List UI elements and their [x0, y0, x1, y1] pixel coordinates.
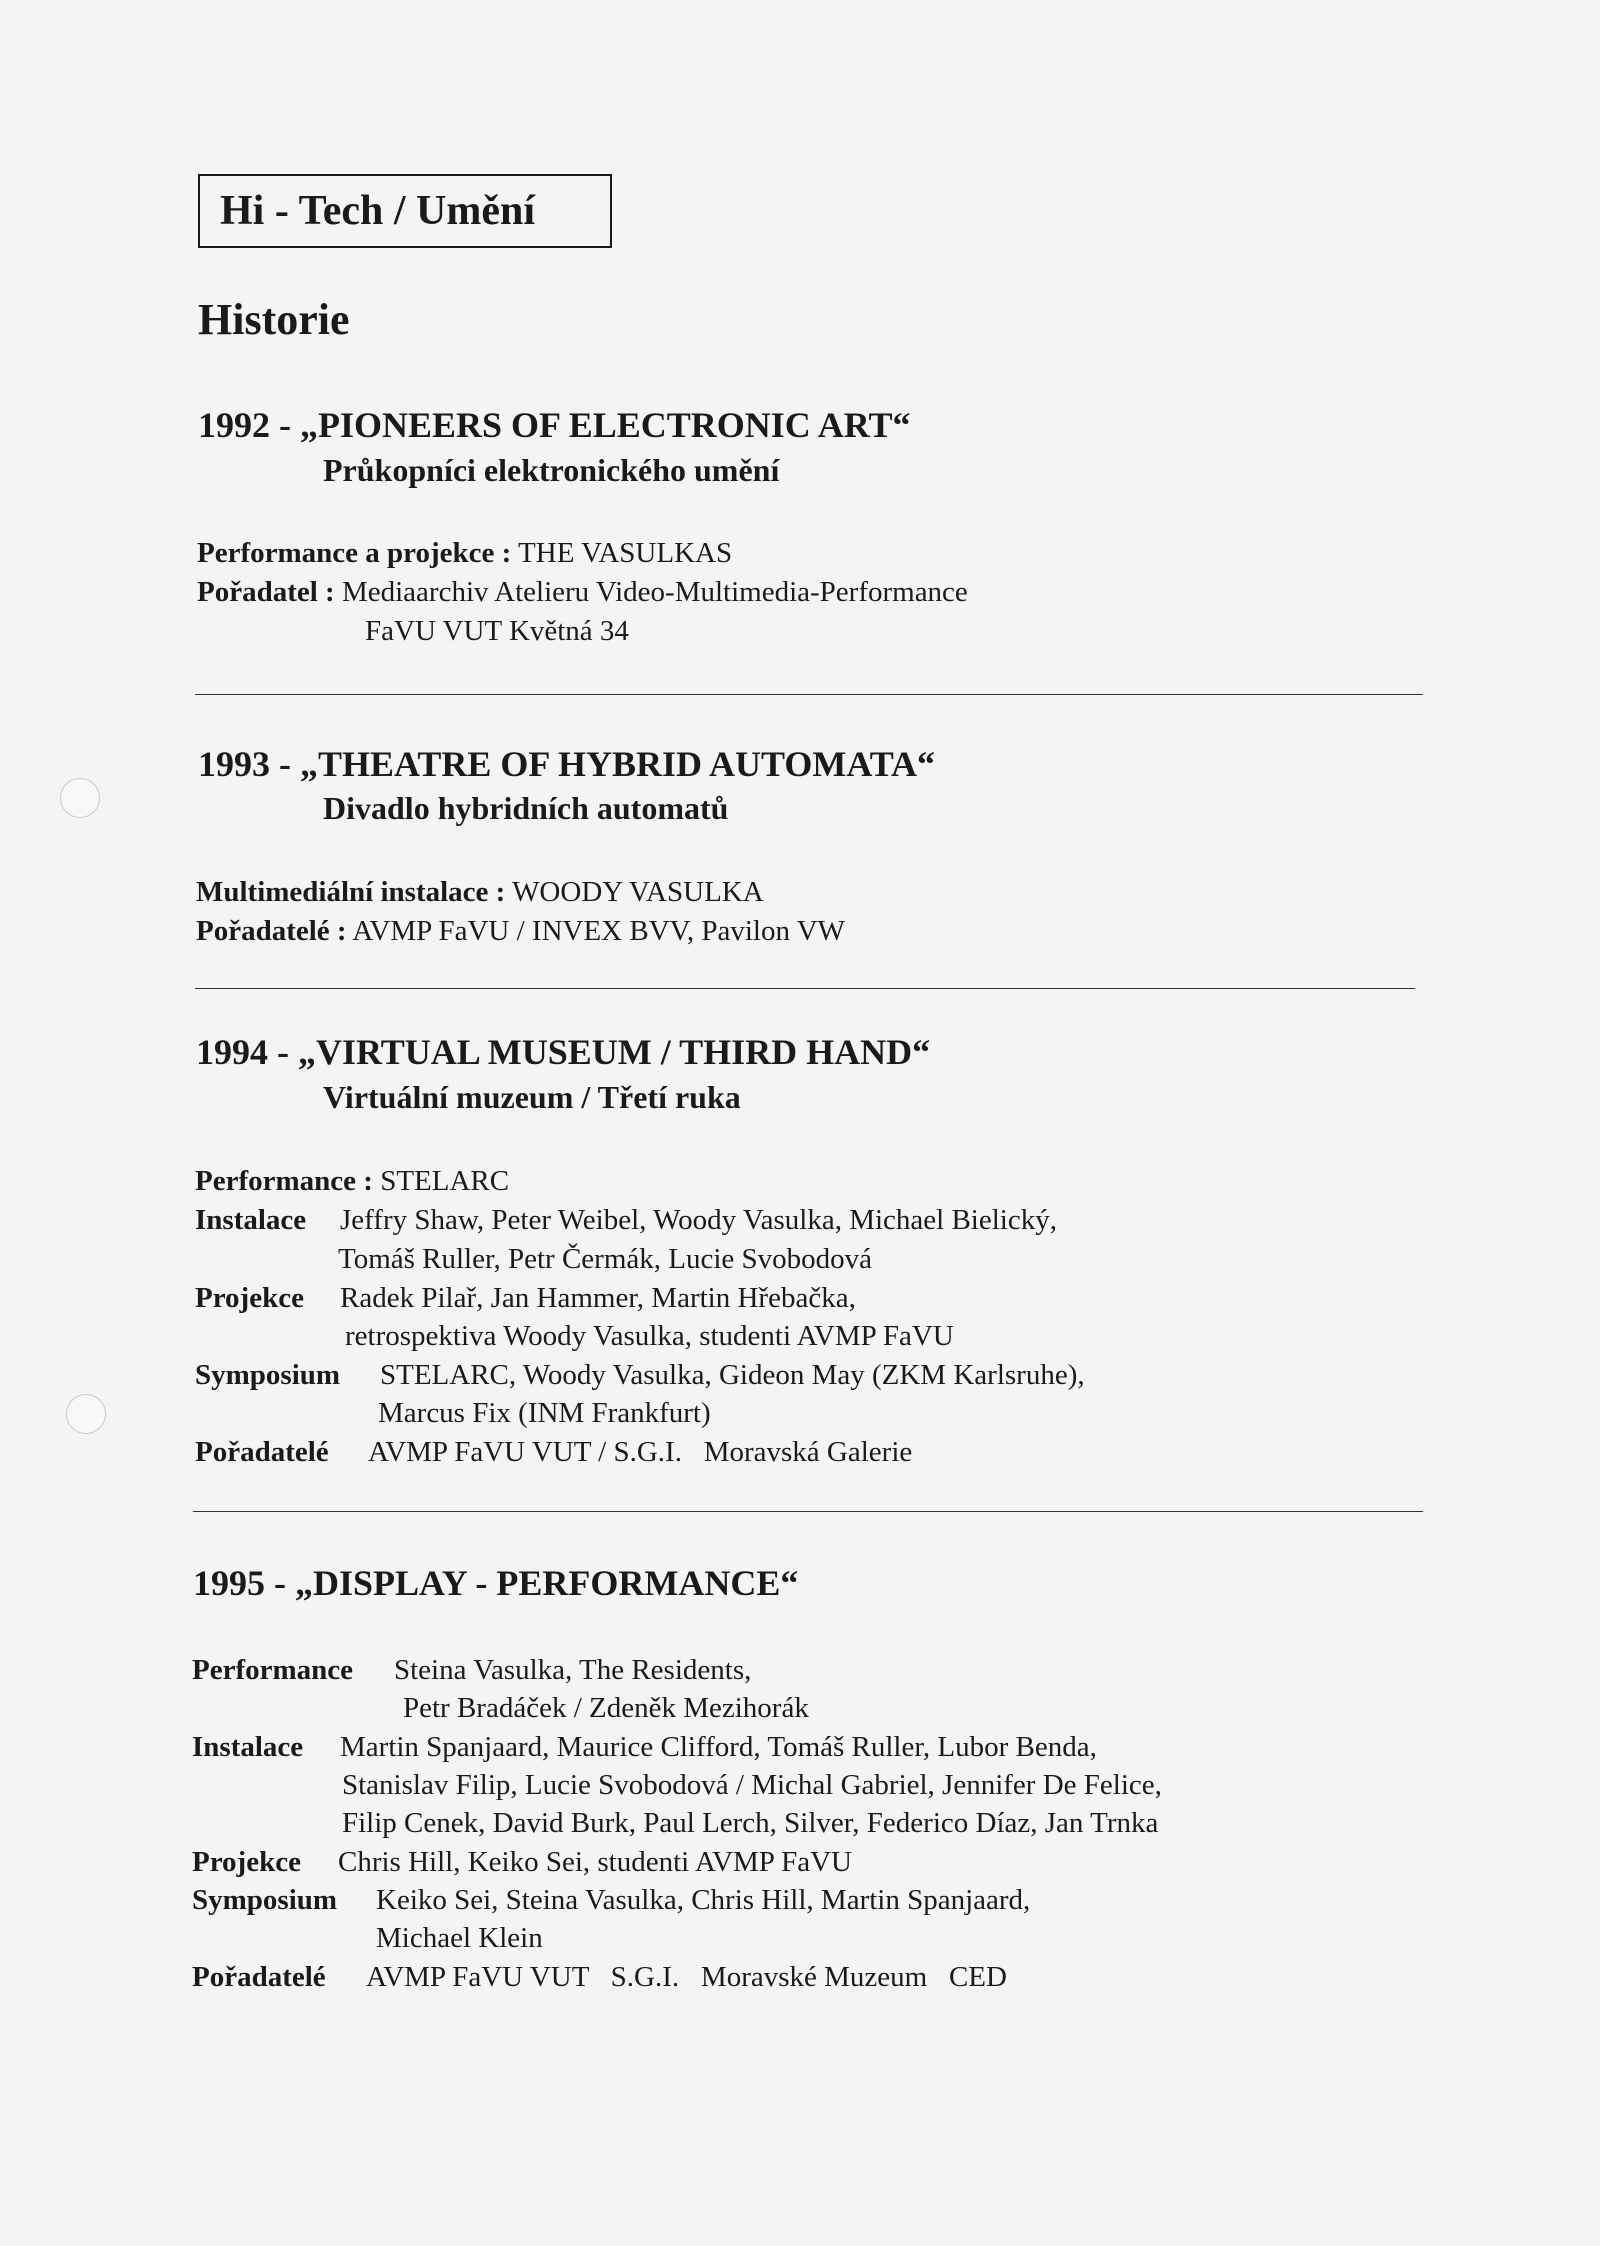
event-1994-line: retrospektiva Woody Vasulka, studenti AVMP FaVU: [345, 1320, 954, 1352]
event-1994-line: Performance : STELARC: [195, 1165, 510, 1197]
divider: [195, 694, 1423, 695]
event-1992-heading: 1992 - „PIONEERS OF ELECTRONIC ART“: [198, 405, 911, 445]
event-1995-heading: 1995 - „DISPLAY - PERFORMANCE“: [193, 1563, 799, 1603]
event-1994-line: Instalace: [195, 1204, 307, 1236]
event-1993-line: Multimediální instalace : WOODY VASULKA: [196, 876, 764, 908]
event-1995-line: Pořadatelé: [192, 1961, 326, 1993]
event-1995-line: Stanislav Filip, Lucie Svobodová / Michal Gabriel, Jennifer De Felice,: [342, 1769, 1162, 1801]
event-1995-line: Martin Spanjaard, Maurice Clifford, Tomáš Ruller, Lubor Benda,: [340, 1731, 1097, 1763]
punch-hole-upper: [60, 778, 100, 818]
document-title: Hi - Tech / Umění: [198, 174, 612, 248]
event-1994-line: AVMP FaVU VUT / S.G.I. Moravská Galerie: [368, 1436, 913, 1468]
divider: [193, 1511, 1423, 1512]
event-1995-line: Petr Bradáček / Zdeněk Mezihorák: [403, 1692, 809, 1724]
event-1992-line: Pořadatel : Mediaarchiv Atelieru Video-Multimedia-Performance: [197, 576, 968, 608]
event-1995-line: Steina Vasulka, The Residents,: [394, 1654, 752, 1686]
event-1994-line: Jeffry Shaw, Peter Weibel, Woody Vasulka, Michael Bielický,: [340, 1204, 1057, 1236]
event-1995-line: Keiko Sei, Steina Vasulka, Chris Hill, Martin Spanjaard,: [376, 1884, 1031, 1916]
event-1992-line: Performance a projekce : THE VASULKAS: [197, 537, 733, 569]
event-1995-line: Michael Klein: [376, 1922, 543, 1954]
event-1994-line: Projekce: [195, 1282, 304, 1314]
event-1994-line: Tomáš Ruller, Petr Čermák, Lucie Svobodová: [338, 1243, 873, 1275]
punch-hole-lower: [66, 1394, 106, 1434]
event-1995-line: AVMP FaVU VUT S.G.I. Moravské Muzeum CED: [366, 1961, 1007, 1993]
event-1994-subheading: Virtuální muzeum / Třetí ruka: [323, 1079, 741, 1115]
divider: [195, 988, 1415, 989]
event-1995-line: Performance: [192, 1654, 354, 1686]
event-1994-line: Marcus Fix (INM Frankfurt): [378, 1397, 711, 1429]
event-1995-line: Filip Cenek, David Burk, Paul Lerch, Silver, Federico Díaz, Jan Trnka: [342, 1807, 1159, 1839]
event-1993-subheading: Divadlo hybridních automatů: [323, 790, 729, 826]
event-1995-line: Projekce: [192, 1846, 301, 1878]
event-1994-line: STELARC, Woody Vasulka, Gideon May (ZKM Karlsruhe),: [380, 1359, 1085, 1391]
event-1994-heading: 1994 - „VIRTUAL MUSEUM / THIRD HAND“: [196, 1032, 931, 1072]
event-1995-line: Chris Hill, Keiko Sei, studenti AVMP FaVU: [338, 1846, 852, 1878]
event-1995-line: Instalace: [192, 1731, 304, 1763]
event-1995-line: Symposium: [192, 1884, 338, 1916]
event-1994-line: Symposium: [195, 1359, 341, 1391]
event-1994-line: Radek Pilař, Jan Hammer, Martin Hřebačka,: [340, 1282, 856, 1314]
event-1994-line: Pořadatelé: [195, 1436, 329, 1468]
event-1992-line: FaVU VUT Květná 34: [365, 615, 629, 647]
section-title: Historie: [198, 295, 350, 344]
event-1992-subheading: Průkopníci elektronického umění: [323, 452, 780, 488]
event-1993-line: Pořadatelé : AVMP FaVU / INVEX BVV, Pavilon VW: [196, 915, 846, 947]
event-1993-heading: 1993 - „THEATRE OF HYBRID AUTOMATA“: [198, 744, 936, 784]
